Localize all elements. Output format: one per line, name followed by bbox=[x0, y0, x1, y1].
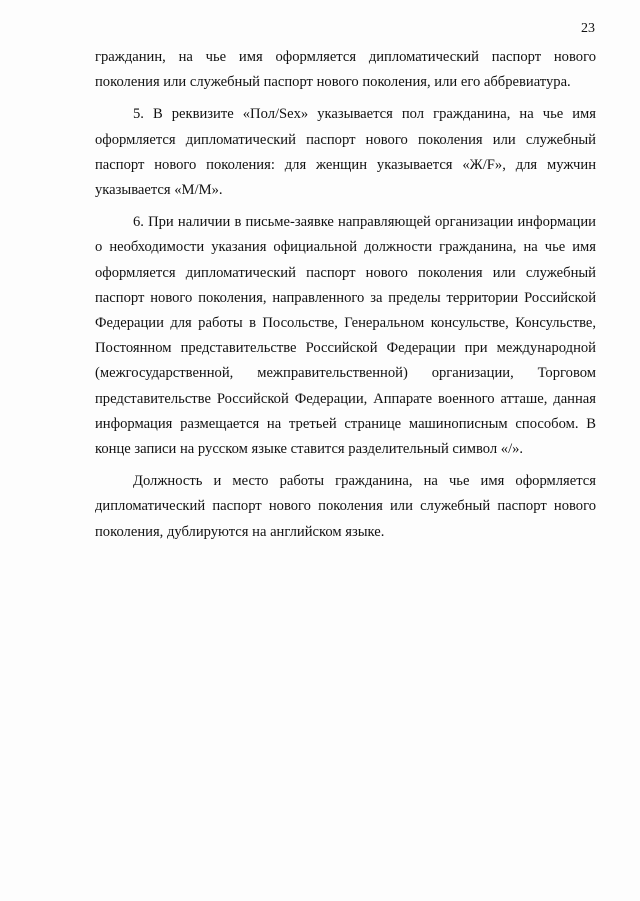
document-body bbox=[95, 45, 596, 545]
paragraph-continuation: гражданин, на чье имя оформляется дипломатический паспорт нового поколения или служебный паспорт нового поколения, или его аббревиатура. bbox=[95, 49, 596, 91]
page-number: 23 bbox=[581, 21, 595, 36]
paragraph-item-6: 6. При наличии в письме-заявке направляющей организации информации о необходимости указания официальной должности гражданина, на чье имя оформляется дипломатический паспорт нового поколения или служебный паспорт нового поколения, направленного за пределы территории Российской Федерации для работы в Посольстве, Генеральном консульстве, Консульстве, Постоянном представительстве Российской Федерации при международной (межгосударственной, межправительственной) организации, Торговом представительстве Российской Федерации, Аппарате военного атташе, данная информация размещается на третьей странице машинописным способом. В конце записи на русском языке ставится разделительный символ «/». bbox=[95, 214, 596, 458]
paragraph-position-duplication: Должность и место работы гражданина, на чье имя оформляется дипломатический паспорт нового поколения или служебный паспорт нового поколения, дублируются на английском языке. bbox=[95, 473, 596, 540]
paragraph-item-5: 5. В реквизите «Пол/Sex» указывается пол гражданина, на чье имя оформляется дипломатический паспорт нового поколения или служебный паспорт нового поколения: для женщин указывается «Ж/F», для мужчин указывается «М/М». bbox=[95, 106, 596, 199]
